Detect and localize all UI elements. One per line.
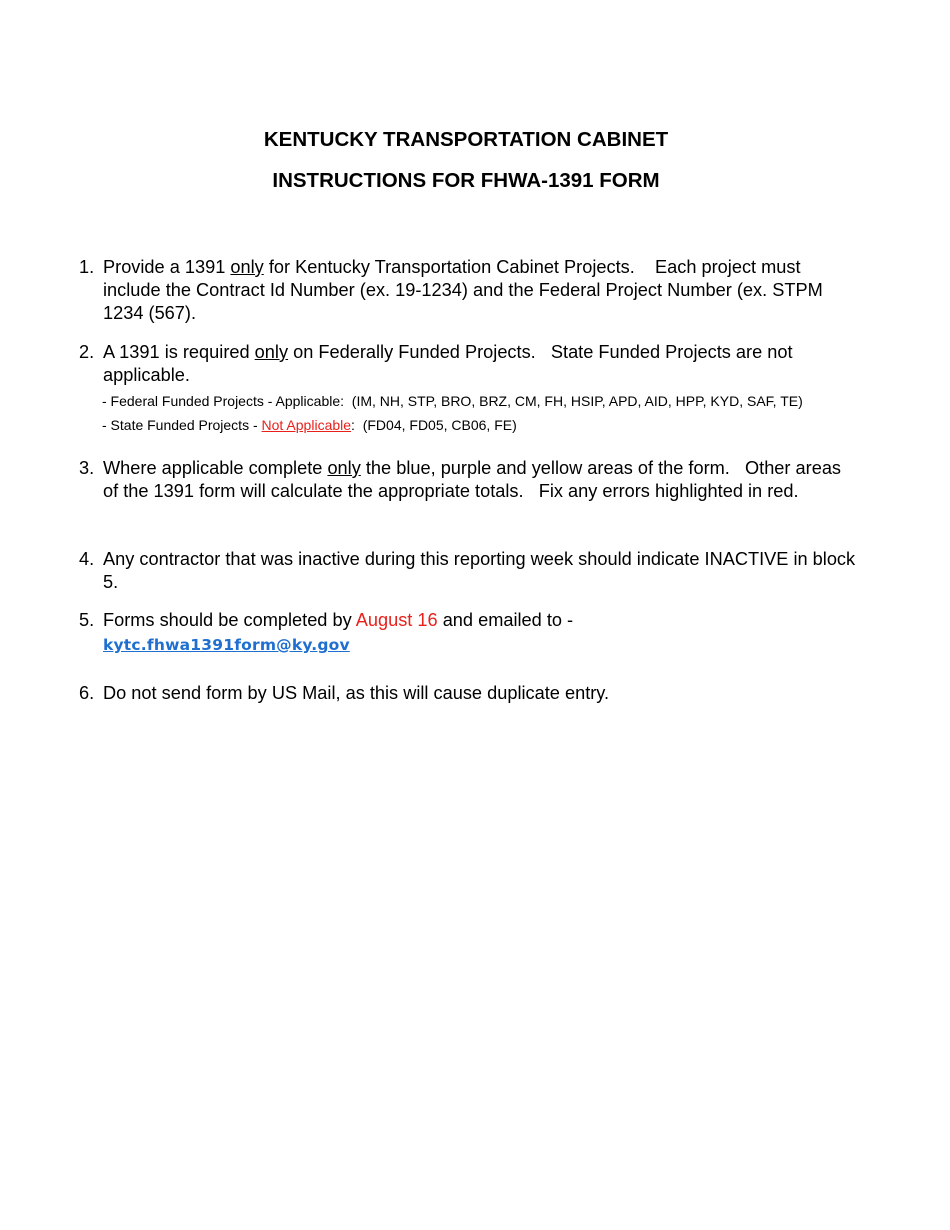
deadline-date: August 16 — [355, 610, 438, 630]
item-text-part: for Kentucky Transportation Cabinet Projects. Each project must include the Contract Id Number (ex. 19-1234) and the Federal Project Number (ex. STPM 1234 (567). — [103, 257, 828, 323]
item-number: 6. — [79, 683, 95, 703]
underlined-only: only — [230, 257, 264, 277]
instruction-item-1 — [79, 256, 859, 325]
instruction-item-5 — [79, 609, 859, 657]
item-number: 5. — [79, 610, 95, 630]
email-link[interactable]: kytc.fhwa1391form@ky.gov — [103, 636, 350, 654]
underlined-only: only — [254, 342, 289, 362]
item-text-part: on Federally Funded Projects. State Funded Projects are not applicable. — [103, 342, 798, 385]
item-text-part: Where applicable complete — [103, 458, 328, 478]
instruction-item-2 — [79, 341, 859, 434]
item-text-part: Provide a 1391 — [103, 257, 231, 277]
not-applicable-label: Not Applicable — [261, 417, 352, 433]
instruction-item-6 — [79, 682, 859, 705]
item-text: Any contractor that was inactive during this reporting week should indicate INACTIVE in block 5. — [103, 549, 856, 592]
instruction-item-3 — [79, 457, 859, 503]
item-text-part: the blue, purple and yellow areas of the form. Other areas of the 1391 form will calculate the appropriate totals. Fix any errors highlighted in red. — [103, 458, 847, 501]
state-funded-prefix: - State Funded Projects - — [102, 417, 262, 433]
instruction-item-4 — [79, 548, 859, 594]
item-number: 3. — [79, 458, 95, 478]
page-title: KENTUCKY TRANSPORTATION CABINET — [263, 128, 669, 151]
item-text: Do not send form by US Mail, as this will cause duplicate entry. — [103, 683, 610, 703]
item-text-part: Forms should be completed by — [103, 610, 356, 630]
item-text-part: and emailed to - — [437, 610, 574, 630]
item-number: 1. — [79, 257, 95, 277]
item-number: 4. — [79, 549, 95, 569]
underlined-only: only — [327, 458, 361, 478]
item-number: 2. — [79, 342, 95, 362]
item-text — [103, 341, 859, 434]
state-funded-codes: : (FD04, FD05, CB06, FE) — [351, 417, 517, 433]
item-text-part: A 1391 is required — [103, 342, 255, 362]
state-funded-line — [102, 416, 859, 434]
federal-funded-line: - Federal Funded Projects - Applicable: (IM, NH, STP, BRO, BRZ, CM, FH, HSIP, APD, AID, HPP, KYD, SAF, TE) — [102, 393, 803, 409]
page-subtitle: INSTRUCTIONS FOR FHWA-1391 FORM — [272, 169, 660, 192]
item-text — [103, 256, 859, 325]
item-text — [103, 609, 859, 657]
item-text — [103, 457, 859, 503]
